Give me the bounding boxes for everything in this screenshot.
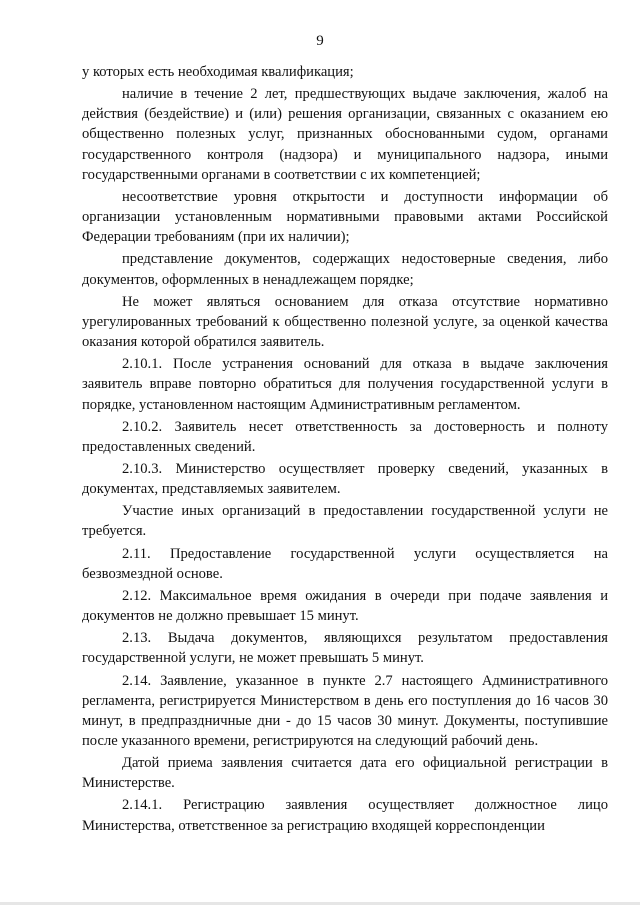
- paragraph: 2.14. Заявление, указанное в пункте 2.7 настоящего Административного регламента, регистрируется Министерством в день его поступления до 16 часов 30 минут, в предпраздничные дни - до 15 часов 30 минут. Документы, поступившие после указанного времени, регистрируются на следующий рабочий день.: [82, 672, 608, 749]
- paragraph: 2.11. Предоставление государственной услуги осуществляется на безвозмездной основе.: [82, 545, 608, 582]
- paragraph: у которых есть необходимая квалификация;: [82, 64, 354, 80]
- paragraph: наличие в течение 2 лет, предшествующих выдаче заключения, жалоб на действия (бездействие) и (или) решения организации, связанных с оказанием ею общественно полезных услуг, признанных обоснованными судом, органами государственного контроля (надзора) и муниципального надзора, иными государственными органами в соответствии с их компетенцией;: [82, 86, 608, 183]
- paragraph: Участие иных организаций в предоставлении государственной услуги не требуется.: [82, 503, 608, 540]
- paragraph: Датой приема заявления считается дата его официальной регистрации в Министерстве.: [82, 755, 608, 792]
- paragraph: 2.10.3. Министерство осуществляет проверку сведений, указанных в документах, представляемых заявителем.: [82, 460, 608, 498]
- paragraph: несоответствие уровня открытости и доступности информации об организации установленным нормативными правовыми актами Российской Федерации требованиям (при их наличии);: [82, 188, 608, 246]
- paragraph: представление документов, содержащих недостоверные сведения, либо документов, оформленных в ненадлежащем порядке;: [82, 251, 608, 288]
- paragraph: 2.10.2. Заявитель несет ответственность за достоверность и полноту предоставленных сведений.: [82, 418, 608, 455]
- paragraph: Не может являться основанием для отказа отсутствие нормативно урегулированных требований к общественно полезной услуге, за оценкой качества оказания которой обратился заявитель.: [82, 293, 608, 351]
- page-body: [82, 62, 608, 838]
- paragraph: 2.10.1. После устранения оснований для отказа в выдаче заключения заявитель вправе повторно обратиться для получения государственной услуги в порядке, установленном настоящим Административным регламентом.: [82, 356, 608, 413]
- paragraph: 2.12. Максимальное время ожидания в очереди при подаче заявления и документов не должно превышает 15 минут.: [82, 587, 608, 625]
- page-number: 9: [316, 33, 324, 49]
- paragraph: 2.14.1. Регистрацию заявления осуществляет должностное лицо Министерства, ответственное за регистрацию входящей корреспонденции: [82, 797, 608, 834]
- paragraph: 2.13. Выдача документов, являющихся результатом предоставления государственной услуги, не может превышать 5 минут.: [82, 630, 608, 667]
